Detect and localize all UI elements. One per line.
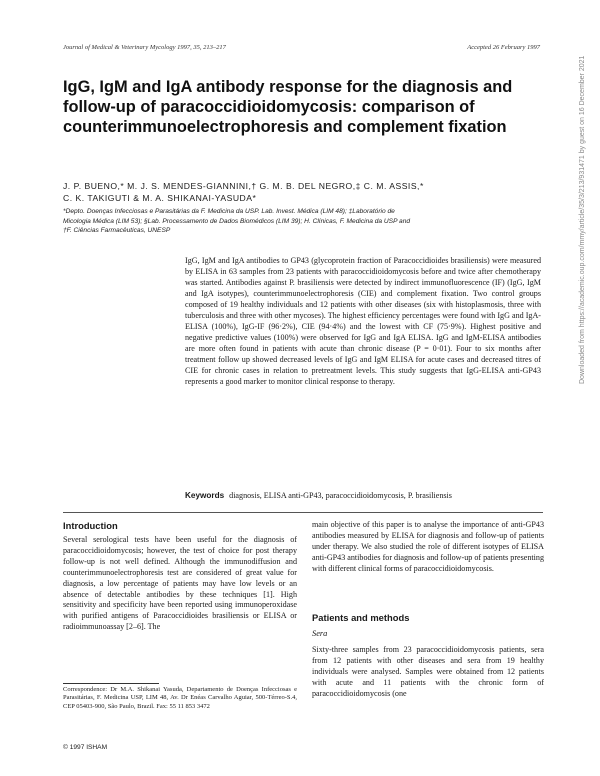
copyright: © 1997 ISHAM bbox=[63, 744, 108, 751]
article-title: IgG, IgM and IgA antibody response for the diagnosis and follow-up of paracoccidioidomycosis: comparison of counterimmunoelectrophoresis and complement fixation bbox=[63, 78, 513, 136]
download-watermark: Downloaded from https://academic.oup.com/mmy/article/35/3/213/931471 by guest on 16 December 2021 bbox=[579, 55, 586, 384]
introduction-text: Several serological tests have been useful for the diagnosis of paracoccidioidomycosis; however, the test of choice for post therapy follow-up is not well defined. Although the immunodiffusion and counterimmunoelectrophoresis test are considered of great value for diagnosis, a low percentage of patients may have low levels or an absence of detectable antibodies by these techniques [1]. High sensitivity and specificity have been reported using immunoperoxidase with purified antigens of Paracoccidioides brasiliensis or ELISA or radioimmunoassay [2–6]. The bbox=[63, 535, 297, 632]
affiliation-line-3: †F. Ciências Farmacêuticas, UNESP bbox=[63, 227, 171, 234]
introduction-heading: Introduction bbox=[63, 520, 118, 531]
authors-line-2: C. K. TAKIGUTI & M. A. SHIKANAI-YASUDA* bbox=[63, 193, 257, 203]
journal-header: Journal of Medical & Veterinary Mycology 1997, 35, 213–217 bbox=[63, 44, 226, 51]
affiliations bbox=[63, 207, 543, 236]
keywords-label: Keywords bbox=[185, 491, 225, 500]
affiliation-line-1: *Depto. Doenças Infecciosas e Parasitárias da F. Medicina da USP. Lab. Invest. Médica (LIM 48); ‡Laboratório de bbox=[63, 208, 395, 215]
keywords bbox=[185, 491, 541, 500]
introduction-continued: main objective of this paper is to analyse the importance of anti-GP43 antibodies measured by ELISA for diagnosis and follow-up of patients under therapy. We also studied the role of different isotypes of ELISA anti-GP43 antibodies for diagnosis and follow-up of patients presenting with different clinical forms of paracoccidioidomycosis. bbox=[312, 520, 544, 573]
footnote-divider bbox=[63, 683, 159, 684]
section-divider bbox=[63, 512, 543, 513]
authors bbox=[63, 180, 543, 204]
correspondence-footnote: Correspondence: Dr M.A. Shikanai Yasuda, Departamento de Doenças Infecciosas e Parasitárias, F. Medicina USP, LIM 48, Av. Dr Enéas Carvalho Aguiar, 500-Térreo-S.4, CEP 05403-900, São Paulo, Brazil. Fax: 55 11 853 3472 bbox=[63, 686, 297, 710]
affiliation-line-2: Micologia Médica (LIM 53); §Lab. Processamento de Dados Biomédicos (LIM 39); H. Clínicas, F. Medicina da USP and bbox=[63, 217, 411, 225]
sera-heading: Sera bbox=[312, 629, 328, 638]
keywords-text: diagnosis, ELISA anti-GP43, paracoccidioidomycosis, P. brasiliensis bbox=[229, 491, 452, 500]
abstract: IgG, IgM and IgA antibodies to GP43 (glycoprotein fraction of Paracoccidioides brasiliensis) were measured by ELISA in 63 samples from 23 patients with paracoccidioidomycosis before and twice after chemotherapy was started. Antibodies against P. brasiliensis were detected by indirect immunofluorescence (IF) (IgG, IgM and IgA isotypes), counterimmunoelectrophoresis (CIE) and complement fixation. Two control groups composed of 19 healthy individuals and 12 patients with other diseases (six with histoplasmosis, three with tuberculosis and three with other mycoses). The highest efficiency percentages were found with IgG and IgA-ELISA (100%), IgG-IF (96·2%), CIE (94·4%) and the lowest with CF (75·9%). Highest positive and negative predictive values (100%) were observed for IgG and IgA ELISA. IgG and IgM-ELISA antibodies are more often found in patients with acute than chronic disease (P = 0·01). Four to six months after treatment follow up showed decreased levels of IgG and IgM ELISA for acute cases and decreased titres of CIE for chronic cases in relation to pretreatment levels. This study suggests that IgG-ELISA anti-GP43 represents a good marker to monitor clinical response to therapy. bbox=[185, 256, 541, 386]
accepted-date: Accepted 26 February 1997 bbox=[467, 44, 540, 51]
sera-text: Sixty-three samples from 23 paracoccidioidomycosis patients, sera from 12 patients with other diseases and sera from 19 healthy individuals were analysed. Samples were obtained from 12 patients with acute and 11 patients with the chronic form of paracoccidioidomycosis (one bbox=[312, 645, 544, 698]
authors-line-1: J. P. BUENO,* M. J. S. MENDES-GIANNINI,† G. M. B. DEL NEGRO,‡ C. M. ASSIS,* bbox=[63, 181, 424, 191]
patients-methods-heading: Patients and methods bbox=[312, 612, 410, 623]
